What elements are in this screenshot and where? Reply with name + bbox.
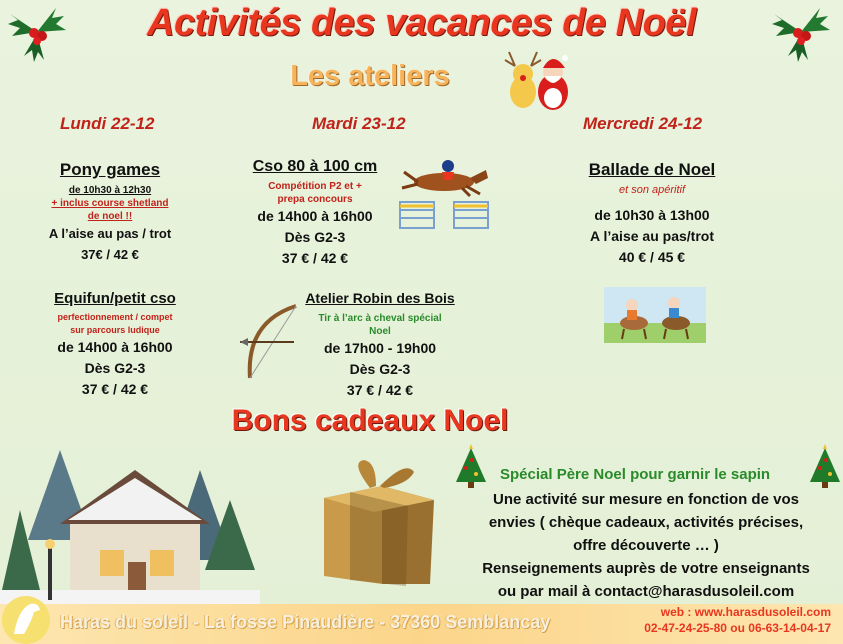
- robin-block: [296, 290, 464, 401]
- pony-games-price: 37€ / 42 €: [81, 247, 139, 262]
- day-tuesday: Mardi 23-12: [312, 114, 406, 133]
- special-title: Spécial Père Noel pour garnir le sapin: [500, 466, 771, 483]
- ballade-time: de 10h30 à 13h00: [594, 207, 710, 223]
- santa-reindeer-icon: [503, 46, 575, 114]
- christmas-tree-icon: [806, 444, 843, 490]
- special-line: ou par mail à contact@harasdusoleil.com: [497, 583, 795, 600]
- ballade-note: et son apéritif: [618, 184, 686, 196]
- equifun-note2: sur parcours ludique: [70, 325, 160, 335]
- pony-games-note1: + inclus course shetland: [51, 198, 169, 209]
- cso-level: Dès G2-3: [284, 229, 346, 245]
- day-monday: Lundi 22-12: [60, 114, 155, 133]
- cso-note1: Compétition P2 et +: [268, 181, 362, 192]
- equifun-level: Dès G2-3: [84, 360, 146, 376]
- footer-contact: [644, 604, 831, 636]
- cso-time: de 14h00 à 16h00: [257, 208, 373, 224]
- robin-note1: Tir à l’arc à cheval spécial: [318, 313, 442, 324]
- pony-games-time: de 10h30 à 12h30: [68, 185, 152, 196]
- house-icon: [0, 450, 260, 610]
- special-text: [456, 488, 836, 603]
- special-line: offre découverte … ): [573, 537, 719, 554]
- day-wednesday: Mercredi 24-12: [583, 114, 703, 133]
- ballade-title: Ballade de Noel: [588, 160, 716, 179]
- page-subtitle: Les ateliers: [290, 60, 450, 92]
- horse-logo-icon: [0, 590, 56, 644]
- footer-web: web : www.harasdusoleil.com: [660, 605, 831, 619]
- robin-time: de 17h00 - 19h00: [323, 340, 437, 356]
- robin-note2: Noel: [369, 326, 391, 337]
- special-line: envies ( chèque cadeaux, activités précises,: [488, 514, 804, 531]
- ballade-price: 40 € / 45 €: [618, 249, 686, 265]
- cso-note2: prepa concours: [277, 194, 353, 205]
- equifun-note1: perfectionnement / compet: [57, 312, 173, 322]
- horse-jump-icon: [396, 152, 496, 236]
- footer-phones: 02-47-24-25-80 ou 06-63-14-04-17: [644, 621, 831, 635]
- ballade-level: A l’aise au pas/trot: [590, 228, 714, 244]
- bow-arrow-icon: [238, 300, 300, 380]
- footer-address: Haras du soleil - La fosse Pinaudière - 37360 Semblancay: [60, 612, 551, 632]
- robin-price: 37 € / 42 €: [346, 382, 414, 398]
- christmas-tree-icon: [452, 444, 490, 490]
- pony-games-title: Pony games: [59, 160, 161, 179]
- special-line: Une activité sur mesure en fonction de vos: [493, 491, 799, 508]
- ballade-block: [572, 160, 732, 268]
- robin-title: Atelier Robin des Bois: [305, 290, 455, 306]
- pony-games-level: A l’aise au pas / trot: [48, 226, 172, 241]
- equifun-time: de 14h00 à 16h00: [57, 339, 173, 355]
- cso-title: Cso 80 à 100 cm: [252, 158, 378, 175]
- cso-block: [240, 158, 390, 269]
- special-line: Renseignements auprès de votre enseignants: [482, 560, 810, 577]
- equifun-price: 37 € / 42 €: [81, 381, 149, 397]
- gift-box-icon: [310, 458, 446, 598]
- kids-pony-icon: [604, 287, 706, 343]
- pony-games-block: [30, 160, 190, 265]
- page-title: Activités des vacances de Noël: [147, 2, 696, 44]
- equifun-block: [40, 290, 190, 400]
- equifun-title: Equifun/petit cso: [54, 290, 176, 307]
- pony-games-note2: de noel !!: [87, 211, 133, 222]
- robin-level: Dès G2-3: [349, 361, 411, 377]
- cso-price: 37 € / 42 €: [281, 250, 349, 266]
- gifts-title: Bons cadeaux Noel: [231, 404, 509, 437]
